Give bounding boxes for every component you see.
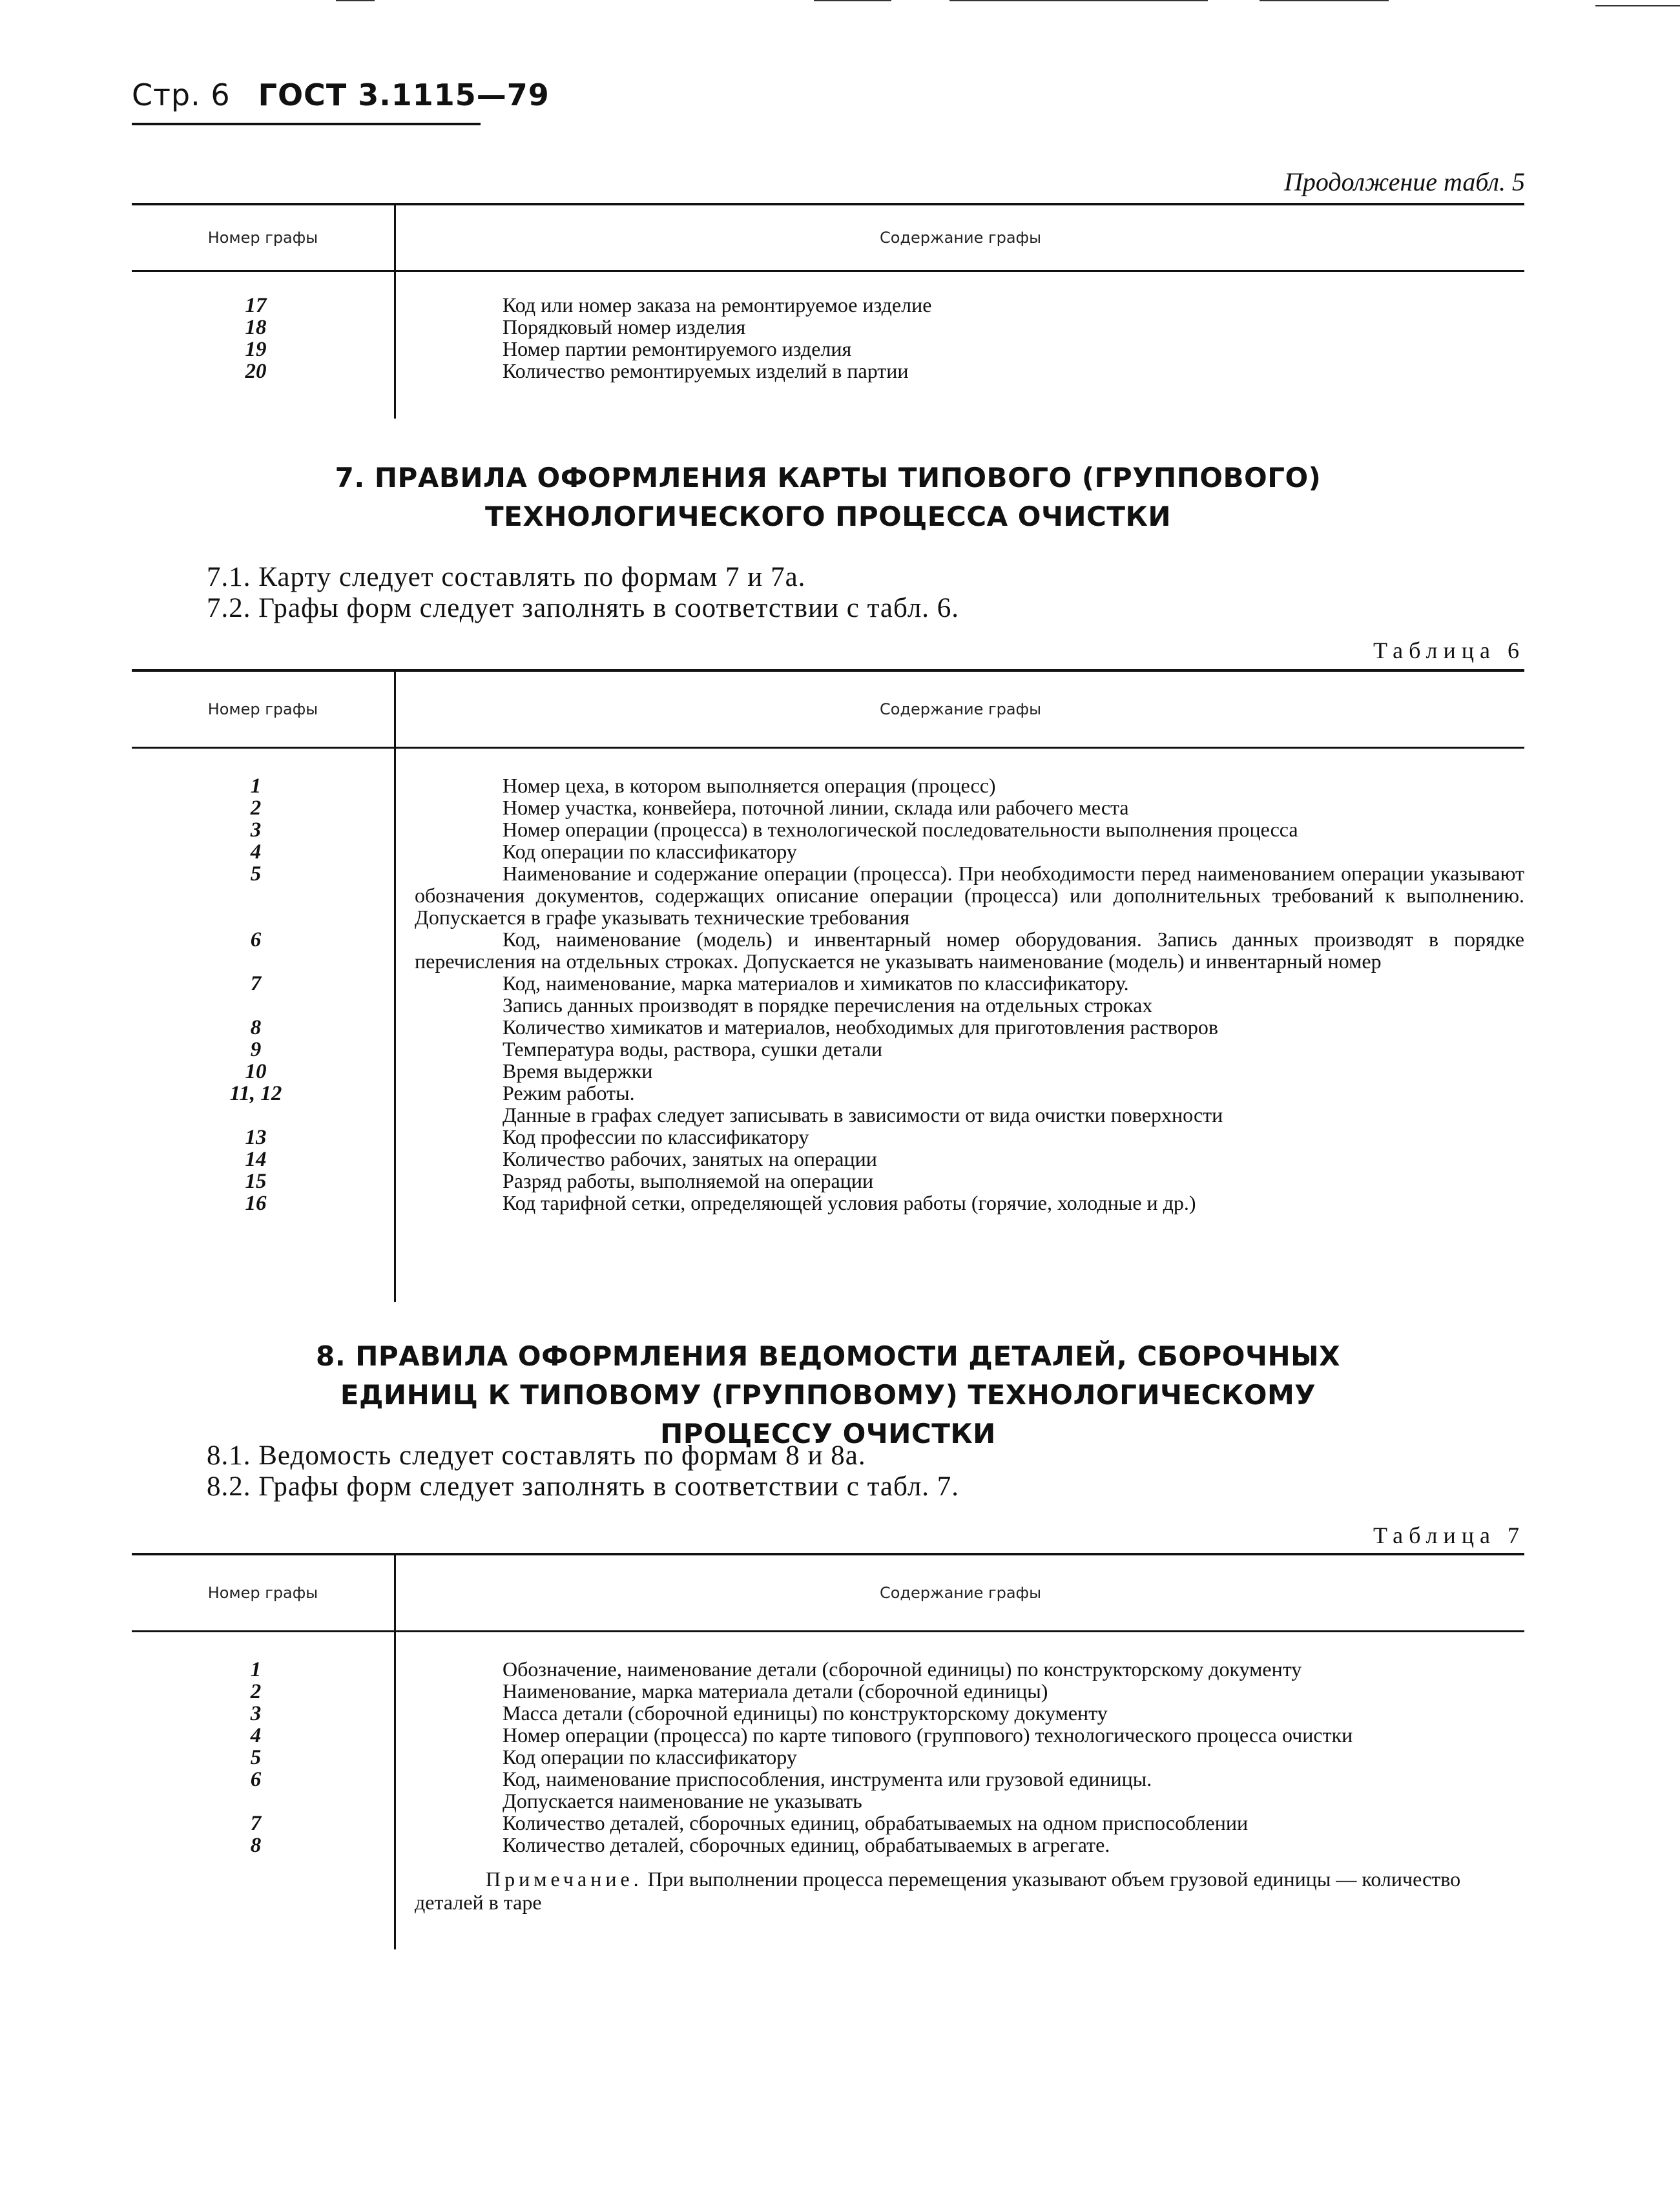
row-text: Количество деталей, сборочных единиц, обрабатываемых на одном приспособлении xyxy=(503,1811,1249,1834)
row-number: 4 xyxy=(250,1724,262,1747)
row-number: 5 xyxy=(250,1746,262,1769)
row-text: Данные в графах следует записывать в зависимости от вида очистки поверхности xyxy=(503,1103,1223,1127)
table-header xyxy=(132,205,1524,272)
page-number: Стр. 6 xyxy=(132,78,231,112)
column-header-content: Содержание графы xyxy=(879,700,1042,718)
row-text: Номер операции (процесса) по карте типового (группового) технологического процесса очистки xyxy=(503,1723,1353,1747)
table-row xyxy=(132,1016,1524,1038)
row-number: 1 xyxy=(250,774,262,798)
row-number: 6 xyxy=(250,1768,262,1791)
row-number: 14 xyxy=(245,1148,267,1171)
row-text: Количество деталей, сборочных единиц, обрабатываемых в агрегате. xyxy=(503,1833,1110,1856)
standard-number: ГОСТ 3.1115—79 xyxy=(258,78,550,112)
table-6-label: Таблица 6 xyxy=(1373,638,1525,663)
row-text: Порядковый номер изделия xyxy=(503,315,746,338)
row-number: 3 xyxy=(250,1702,262,1725)
table-row xyxy=(132,928,1524,972)
table-note xyxy=(415,1867,1524,1914)
table-row xyxy=(132,1702,1524,1724)
table-row xyxy=(132,1038,1524,1060)
row-text: Код или номер заказа на ремонтируемое изделие xyxy=(503,293,932,317)
table-row xyxy=(132,796,1524,818)
row-text: Температура воды, раствора, сушки детали xyxy=(503,1037,883,1061)
row-text: Код профессии по классификатору xyxy=(503,1125,809,1148)
section-8-title: 8. ПРАВИЛА ОФОРМЛЕНИЯ ВЕДОМОСТИ ДЕТАЛЕЙ, СБОРОЧНЫХ ЕДИНИЦ К ТИПОВОМУ (ГРУППОВОМУ) ТЕХНОЛОГИЧЕСКОМУ ПРОЦЕССУ ОЧИСТКИ xyxy=(315,1340,1340,1449)
table-row xyxy=(132,1768,1524,1812)
table-row xyxy=(132,818,1524,840)
row-number: 8 xyxy=(250,1016,262,1039)
table-row xyxy=(132,294,1524,316)
table-row xyxy=(132,1126,1524,1148)
table-row xyxy=(132,774,1524,796)
row-text: Разряд работы, выполняемой на операции xyxy=(503,1169,874,1192)
row-number: 4 xyxy=(250,840,262,864)
column-header-number: Номер графы xyxy=(207,229,318,247)
table-row xyxy=(132,972,1524,1016)
table-row xyxy=(132,1724,1524,1746)
scan-artifact-line xyxy=(814,0,891,1)
table-body xyxy=(132,749,1524,1214)
row-text: Режим работы. xyxy=(503,1081,635,1105)
section-7-title: 7. ПРАВИЛА ОФОРМЛЕНИЯ КАРТЫ ТИПОВОГО (ГРУППОВОГО) ТЕХНОЛОГИЧЕСКОГО ПРОЦЕССА ОЧИСТКИ xyxy=(335,462,1322,532)
row-text: Время выдержки xyxy=(503,1059,653,1083)
row-number: 17 xyxy=(245,294,267,317)
table-row xyxy=(132,862,1524,928)
row-number: 19 xyxy=(245,338,267,361)
row-number: 15 xyxy=(245,1170,267,1193)
table-row xyxy=(132,1746,1524,1768)
row-number: 9 xyxy=(250,1038,262,1061)
row-number: 20 xyxy=(245,360,267,383)
table-row xyxy=(132,1834,1524,1856)
row-text: Наименование, марка материала детали (сборочной единицы) xyxy=(503,1679,1048,1703)
row-number: 6 xyxy=(250,928,262,951)
column-header-content: Содержание графы xyxy=(879,1584,1042,1602)
column-header-content: Содержание графы xyxy=(879,229,1042,247)
row-text: Допускается наименование не указывать xyxy=(503,1789,862,1812)
header-underline xyxy=(132,123,481,125)
row-number: 16 xyxy=(245,1192,267,1215)
row-text: Код тарифной сетки, определяющей условия работы (горячие, холодные и др.) xyxy=(503,1191,1196,1214)
table-7 xyxy=(132,1553,1524,1914)
table-7-label: Таблица 7 xyxy=(1373,1522,1525,1548)
scan-artifact-line xyxy=(1595,5,1680,6)
row-number: 13 xyxy=(245,1126,267,1149)
table-row xyxy=(132,1192,1524,1214)
table-row xyxy=(132,840,1524,862)
page-header xyxy=(132,78,550,112)
row-number: 11, 12 xyxy=(229,1082,282,1105)
row-text: Номер операции (процесса) в технологической последовательности выполнения процесса xyxy=(503,818,1298,841)
paragraph-7-2: 7.2. Графы форм следует заполнять в соответствии с табл. 6. xyxy=(207,593,960,623)
table-5 xyxy=(132,203,1524,382)
column-header-number: Номер графы xyxy=(207,1584,318,1602)
scan-artifact-line xyxy=(1260,0,1389,1)
row-text: Обозначение, наименование детали (сборочной единицы) по конструкторскому документу xyxy=(503,1657,1302,1681)
row-text: Код, наименование приспособления, инструмента или грузовой единицы. xyxy=(503,1767,1152,1791)
table-row xyxy=(132,1082,1524,1126)
table-row xyxy=(132,1658,1524,1680)
row-text: Номер участка, конвейера, поточной линии, склада или рабочего места xyxy=(503,796,1129,819)
table-row xyxy=(132,360,1524,382)
row-text: Номер партии ремонтируемого изделия xyxy=(503,337,852,360)
row-number: 2 xyxy=(250,1680,262,1703)
note-text: При выполнении процесса перемещения указывают объем грузовой единицы — количество деталей в таре xyxy=(415,1867,1461,1914)
row-text: Запись данных производят в порядке перечисления на отдельных строках xyxy=(503,993,1153,1017)
row-text: Код операции по классификатору xyxy=(503,840,797,863)
table-header xyxy=(132,1555,1524,1632)
table-body xyxy=(132,272,1524,382)
row-text: Масса детали (сборочной единицы) по конструкторскому документу xyxy=(503,1701,1108,1725)
scan-artifact-line xyxy=(949,0,1208,1)
row-text: Количество химикатов и материалов, необходимых для приготовления растворов xyxy=(503,1015,1218,1039)
paragraph-7-1: 7.1. Карту следует составлять по формам 7 и 7а. xyxy=(207,562,806,592)
row-text: Количество ремонтируемых изделий в партии xyxy=(503,359,909,382)
row-number: 5 xyxy=(250,862,262,886)
table-row xyxy=(132,316,1524,338)
table-row xyxy=(132,1148,1524,1170)
table-row xyxy=(132,1060,1524,1082)
row-number: 3 xyxy=(250,818,262,842)
row-number: 2 xyxy=(250,796,262,820)
row-text: Номер цеха, в котором выполняется операция (процесс) xyxy=(503,774,996,797)
column-header-number: Номер графы xyxy=(207,700,318,718)
table-row xyxy=(132,1170,1524,1192)
table-row xyxy=(132,1812,1524,1834)
paragraph-8-1: 8.1. Ведомость следует составлять по формам 8 и 8а. xyxy=(207,1440,866,1471)
paragraph-8-2: 8.2. Графы форм следует заполнять в соответствии с табл. 7. xyxy=(207,1471,960,1502)
row-number: 8 xyxy=(250,1834,262,1857)
row-text: Код операции по классификатору xyxy=(503,1745,797,1769)
table-body xyxy=(132,1632,1524,1914)
note-lead: Примечание. xyxy=(486,1867,643,1891)
row-number: 10 xyxy=(245,1060,267,1083)
continuation-label: Продолжение табл. 5 xyxy=(1283,167,1525,196)
row-number: 1 xyxy=(250,1658,262,1681)
row-text: Наименование и содержание операции (процесса). При необходимости перед наименованием операции указывают обозначения документов, содержащих описание операции (процесса) или дополнительных требований к выполнению. Допускается в графе указывать технические требования xyxy=(415,862,1524,929)
row-text: Количество рабочих, занятых на операции xyxy=(503,1147,877,1170)
row-number: 7 xyxy=(250,972,262,995)
row-number: 7 xyxy=(250,1812,262,1835)
scan-artifact-line xyxy=(336,0,375,1)
row-text: Код, наименование, марка материалов и химикатов по классификатору. xyxy=(503,971,1129,995)
table-row xyxy=(132,1680,1524,1702)
row-number: 18 xyxy=(245,316,267,339)
table-6 xyxy=(132,669,1524,1214)
table-row xyxy=(132,338,1524,360)
table-header xyxy=(132,672,1524,749)
row-text: Код, наименование (модель) и инвентарный номер оборудования. Запись данных производят в порядке перечисления на отдельных строках. Допускается не указывать наименование (модель) и инвентарный номер xyxy=(415,928,1524,973)
